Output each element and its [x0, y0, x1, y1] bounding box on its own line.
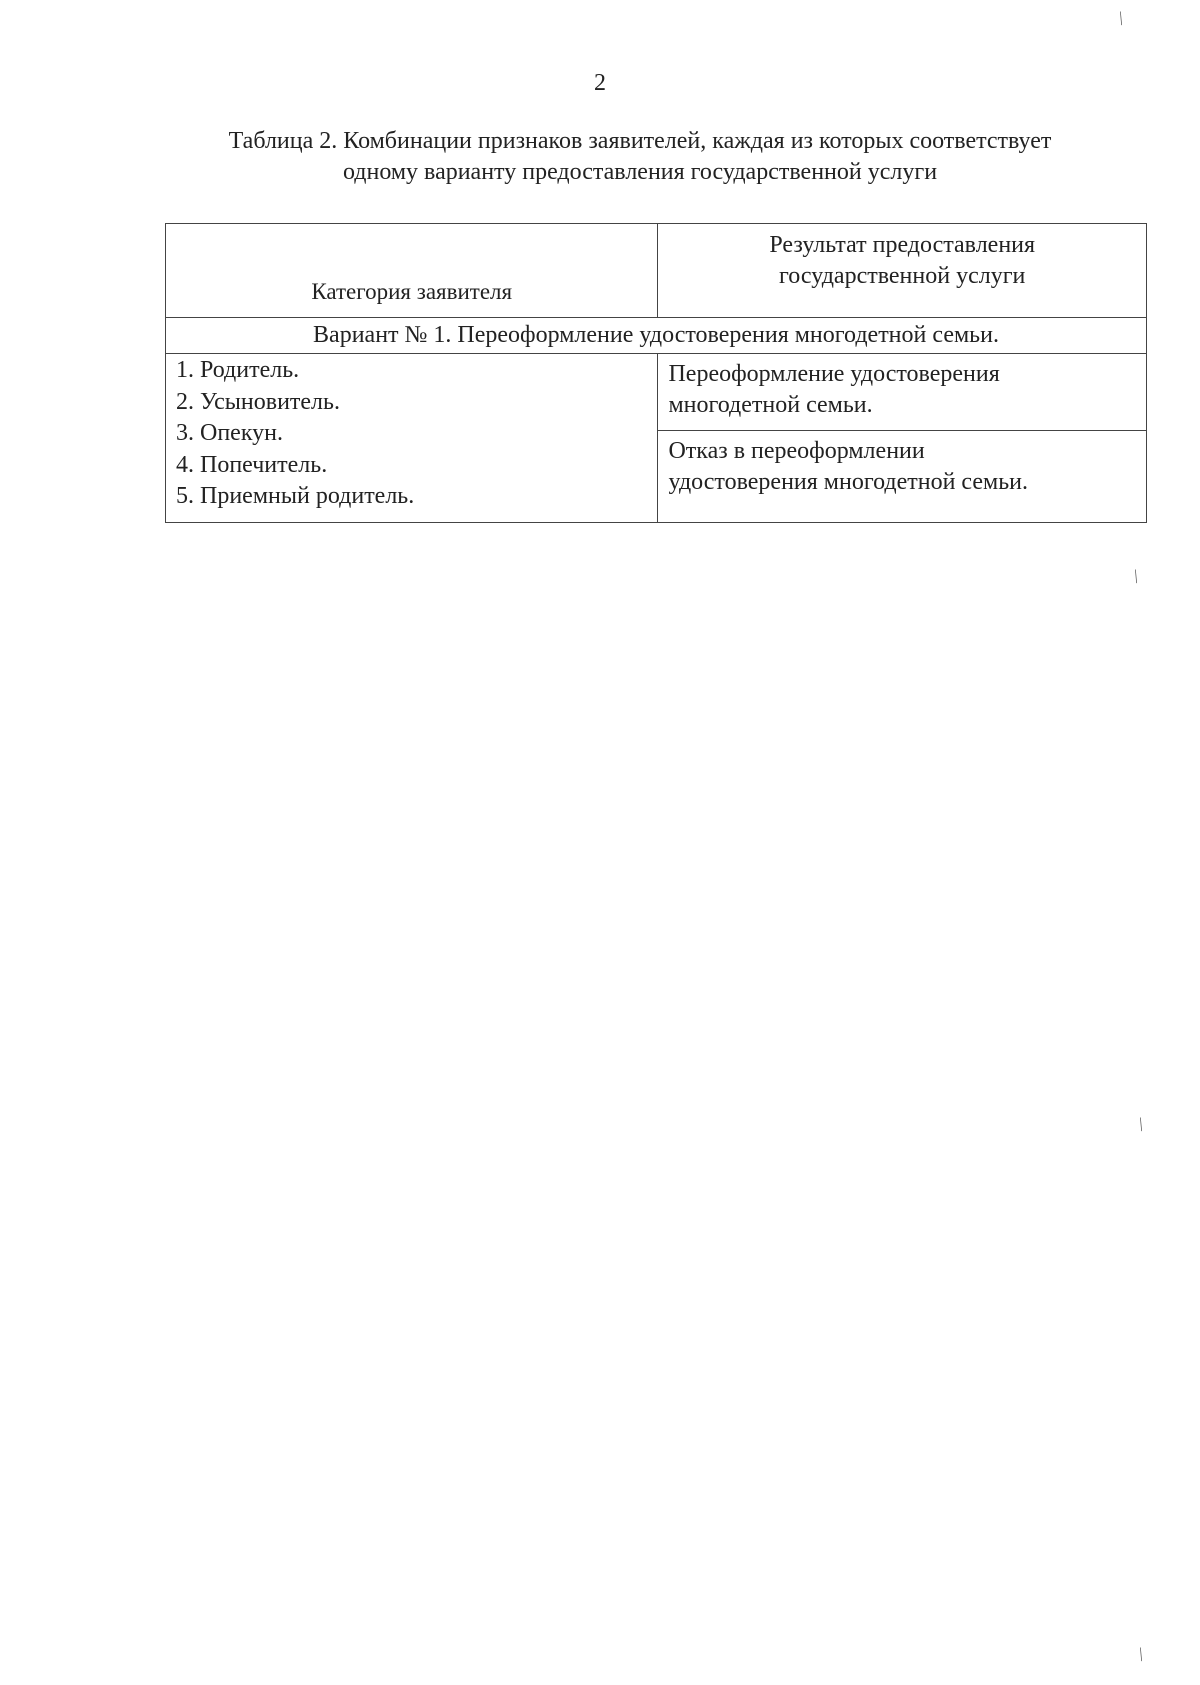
list-item: 1. Родитель. [176, 357, 300, 383]
result-refusal-line-2: удостоверения многодетной семьи. [668, 469, 1028, 495]
result-refusal [658, 431, 1147, 523]
table-title-line-1: Таблица 2. Комбинации признаков заявителей, каждая из которых соответствует [228, 128, 1052, 154]
header-category: Категория заявителя [166, 224, 658, 318]
header-result-line-2: государственной услуги [779, 263, 1026, 289]
list-item: 5. Приемный родитель. [176, 483, 415, 509]
list-item: 2. Усыновитель. [176, 388, 340, 415]
table-title [150, 126, 1130, 188]
table-row [166, 354, 1147, 431]
header-result [658, 224, 1147, 318]
scan-mark: ⟍ [1131, 1116, 1149, 1135]
result-reissue [658, 354, 1147, 431]
table-header-row [166, 224, 1147, 318]
result-reissue-line-1: Переоформление удостоверения [668, 361, 1000, 387]
table-title-line-2: одному варианту предоставления государственной услуги [342, 159, 938, 185]
variant-label: Вариант № 1. Переоформление удостоверения многодетной семьи. [166, 318, 1147, 354]
applicant-combinations-table [165, 223, 1147, 523]
scan-mark: ⟍ [1111, 10, 1129, 29]
variant-row [166, 318, 1147, 354]
header-result-line-1: Результат предоставления [769, 232, 1036, 258]
scan-mark: ⟍ [1126, 568, 1144, 587]
list-item: 4. Попечитель. [176, 451, 328, 478]
page-number: 2 [594, 70, 606, 96]
scan-mark: ⟍ [1131, 1646, 1149, 1665]
category-list [166, 354, 658, 523]
result-refusal-line-1: Отказ в переоформлении [668, 438, 925, 464]
list-item: 3. Опекун. [176, 420, 283, 446]
result-reissue-line-2: многодетной семьи. [668, 392, 873, 418]
